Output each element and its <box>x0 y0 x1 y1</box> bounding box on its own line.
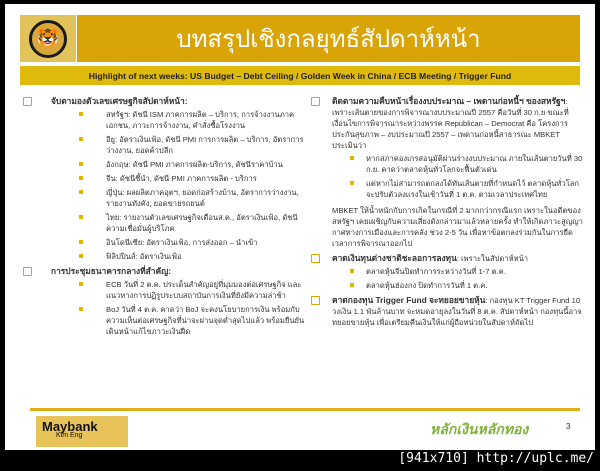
list-item <box>51 109 308 131</box>
mbket-paragraph: MBKET ให้น้ำหนักกับการเกิดในกรณีที่ 2 มากกว่ากรณีแรก เพราะในอดีตของสหรัฐฯ เคยเผชิญกับความเสี่ยงดังกล่าวมาแล้วหลายครั้ง ทำให้เกิดภาวะสูญญากาศทางการเมืองและการคลัง ช่วง 2-5 วัน เพื่อหาข้อตกลงร่วมกันในการยืดเวลาการพิจารณาออกไป <box>332 206 583 248</box>
slide <box>5 4 595 450</box>
list-item <box>332 178 587 200</box>
list-item <box>51 173 308 184</box>
list-item <box>51 134 308 156</box>
list-item-text: ฟิลิปปินส์: อัตราเงินเฟ้อ <box>106 252 182 261</box>
list-item-text: หากสภาคองเกรสอนุมัติผ่านร่างงบประมาณ ภายในเส้นตายวันที่ 30 ก.ย. คาดว่าตลาดหุ้นทั่วโลกจะฟื้นตัวเด่น <box>366 154 583 174</box>
square-bullet-icon <box>79 215 83 219</box>
footer-divider <box>30 408 580 411</box>
page-number: 3 <box>566 422 571 431</box>
square-bullet-icon <box>350 269 354 273</box>
list-item <box>51 212 308 234</box>
list-item <box>332 280 587 291</box>
list-item-text: จีน: ดัชนีชี้นำ, ดัชนี PMI ภาคการผลิต - บริการ <box>106 174 257 183</box>
list-item <box>332 153 587 175</box>
square-bullet-icon <box>350 181 354 185</box>
list-item <box>51 251 308 262</box>
square-bullet-icon <box>350 283 354 287</box>
square-bullet-icon <box>79 282 83 286</box>
checkbox-bullet-icon <box>311 254 320 263</box>
section-foreign-funds <box>311 253 587 291</box>
list-item-text: ตลาดหุ้นจีนปิดทำการระหว่างวันที่ 1-7 ต.ค. <box>366 267 506 276</box>
section-us-budget <box>311 96 587 249</box>
brand-sub: Kim Eng <box>56 432 83 439</box>
checkbox-bullet-icon <box>311 97 320 106</box>
square-bullet-icon <box>79 176 83 180</box>
square-bullet-icon <box>79 137 83 141</box>
section-title: คาดกองทุน Trigger Fund จะทยอยขายหุ้น <box>332 295 486 305</box>
page-title: บทสรุปเชิงกลยุทธ์สัปดาห์หน้า <box>77 15 580 62</box>
left-column <box>23 96 308 341</box>
section-title: จับตามองตัวเลขเศรษฐกิจสัปดาห์หน้า: <box>51 96 188 106</box>
section-body: : เพราะเส้นตายของการพิจารณางบประมาณปี 2557 คือวันที่ 30 ก.ย ขณะที่เงื่อนไขการพิจารณาระหว่างพรรค Republican – Democrat คือ โครงการประกันสุขภาพ – งบประมาณปี 2557 – เพดานก่อหนี้สาธารณะ MBKET ประเมินว่า <box>332 97 569 150</box>
watermark: [941x710] http://uplc.me/ <box>398 451 594 466</box>
tiger-logo <box>20 15 76 62</box>
list-item <box>51 159 308 170</box>
section-body: : เพราะในสัปดาห์หน้า <box>456 254 529 263</box>
checkbox-bullet-icon <box>311 296 320 305</box>
right-column <box>311 96 587 332</box>
list-item-text: แต่หากไม่สามารถตกลงได้ทันเส้นตายที่กำหนดไว้ ตลาดหุ้นทั่วโลกจะปรับตัวลงแรงในเช้าวันที่ 1 ต.ค. ตามเวลาประเทศไทย <box>366 179 580 199</box>
square-bullet-icon <box>79 162 83 166</box>
list-item <box>51 304 308 337</box>
square-bullet-icon <box>79 254 83 258</box>
tiger-icon: 🐯 <box>29 20 67 58</box>
maybank-logo <box>36 416 128 447</box>
list-item-text: ญี่ปุ่น: ผลผลิตภาคอุตฯ, ยอดก่อสร้างบ้าน, อัตราการว่างงาน, รายงานทังคัง, ยอดขายรถยนต์ <box>106 188 299 208</box>
section-title: คาดเงินทุนต่างชาติชะลอการลงทุน <box>332 253 457 263</box>
section-trigger-fund <box>311 295 587 328</box>
list-item-text: สหรัฐฯ: ดัชนี ISM ภาคการผลิต – บริการ, การจ้างงานภาคเอกชน, ภาวะการจ้างงาน, คำสั่งซื้อโรงงาน <box>106 110 295 130</box>
square-bullet-icon <box>79 307 83 311</box>
list-item-text: อินโดนีเซีย: อัตราเงินเฟ้อ, การส่งออก – นำเข้า <box>106 238 258 247</box>
list-item <box>51 187 308 209</box>
list-item <box>51 237 308 248</box>
section-central-banks <box>23 266 308 337</box>
list-item-text: ตลาดหุ้นฮ่องกง ปิดทำการวันที่ 1 ต.ค. <box>366 281 488 290</box>
square-bullet-icon <box>79 190 83 194</box>
list-item-text: BoJ วันที่ 4 ต.ค. คาดว่า BoJ จะคงนโยบายการเงิน พร้อมกับความเห็นต่อเศรษฐกิจที่น่าจะผ่านจุดต่ำสุดไปแล้ว พร้อมยืนยันเดินหน้าแก้ไขภาวะเงินฝืด <box>106 305 305 336</box>
slogan-logo: หลักเงินหลักทอง <box>430 422 529 438</box>
list-item-text: ไทย: รายงานตัวเลขเศรษฐกิจเดือนส.ค., อัตราเงินเฟ้อ, ดัชนีความเชื่อมั่นผู้บริโภค <box>106 213 298 233</box>
checkbox-bullet-icon <box>23 97 32 106</box>
list-item <box>332 266 587 277</box>
brand-name: Maybank <box>42 419 98 434</box>
section-title: การประชุมธนาคารกลางที่สำคัญ: <box>51 266 171 276</box>
square-bullet-icon <box>79 240 83 244</box>
list-item-text: ECB วันที่ 2 ต.ค. ประเด็นสำคัญอยู่ที่มุมมองต่อเศรษฐกิจ และแนวทางการปฏิรูประบบสถาบันการเงินที่ยังมีความล่าช้า <box>106 280 302 300</box>
section-title: ติดตามความคืบหน้าเรื่องงบประมาณ – เพดานก่อหนี้ฯ ของสหรัฐฯ <box>332 96 566 106</box>
checkbox-bullet-icon <box>23 267 32 276</box>
list-item-text: อียู: อัตราเงินเฟ้อ, ดัชนี PMI การการผลิต – บริการ, อัตราการว่างงาน, ยอดค้าปลีก <box>106 135 304 155</box>
section-body: : กองทุน KT Trigger Fund 10 วงเงิน 1.1 พันล้านบาท จะหมดอายุลงในวันที่ 8 ต.ค. สัปดาห์หน้า กองทุนนี้อาจทยอยขายหุ้น เพื่อเตรียมคืนเงินให้แก่ผู้ถือหน่วยในสัปดาห์ถัดไป <box>332 296 582 327</box>
list-item <box>51 279 308 301</box>
highlight-bar: Highlight of next weeks: US Budget – Debt Ceiling / Golden Week in China / ECB Meeting / Trigger Fund <box>20 66 580 85</box>
list-item-text: อังกฤษ: ดัชนี PMI ภาคการผลิต-บริการ, ดัชนีราคาบ้าน <box>106 160 283 169</box>
square-bullet-icon <box>350 156 354 160</box>
square-bullet-icon <box>79 112 83 116</box>
section-economic-data <box>23 96 308 262</box>
